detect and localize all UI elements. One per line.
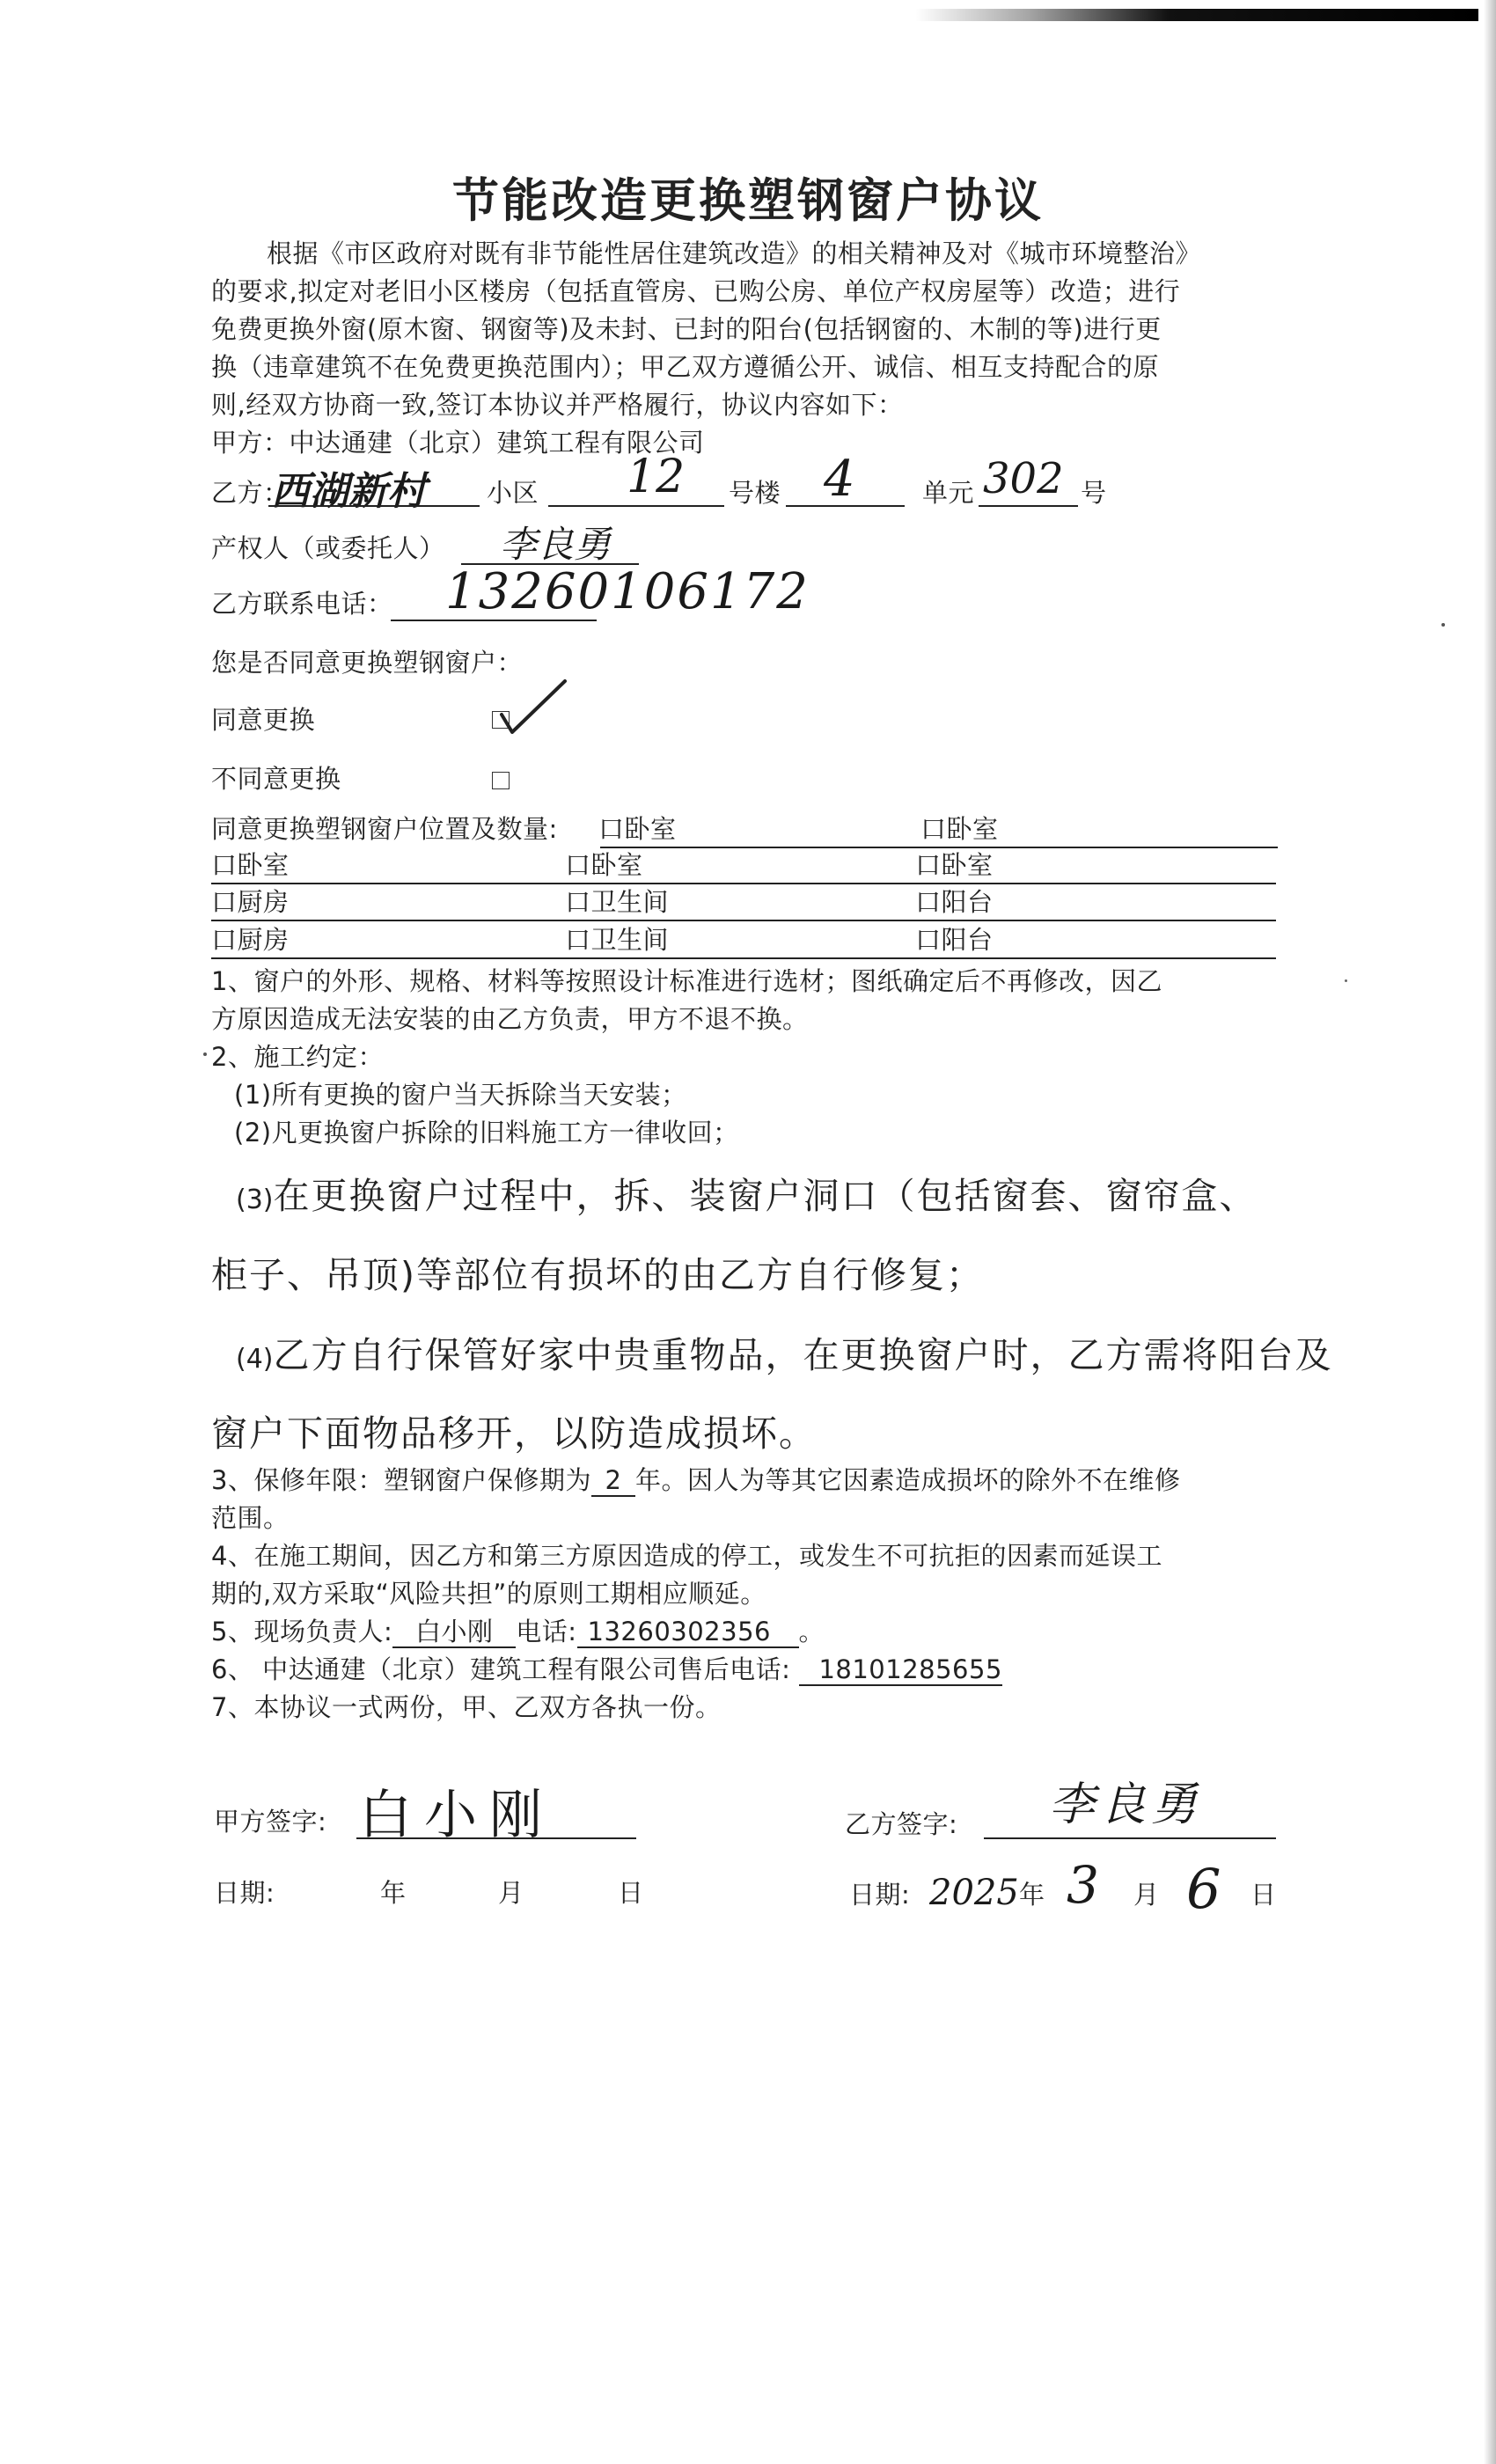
owner-name-field[interactable]: 李良勇 (500, 523, 612, 566)
party-b-label: 乙方： (211, 478, 290, 508)
unit-suffix: 单元 (922, 478, 975, 508)
clause-5-phone-label: 电话: (516, 1617, 577, 1646)
unit-underline (786, 505, 905, 507)
party-a-month-label: 月 (498, 1878, 524, 1908)
disagree-label: 不同意更换 (211, 764, 341, 794)
phone-label: 乙方联系电话： (211, 589, 393, 619)
room-suffix: 号 (1081, 478, 1107, 508)
clause-2-4-prefix: (4) (236, 1344, 274, 1375)
room-field[interactable]: 302 (983, 454, 1064, 503)
clause-2-4-line-2: 窗户下面物品移开，以防造成损坏。 (211, 1412, 817, 1455)
phone-underline (391, 620, 597, 621)
party-b-day[interactable]: 6 (1186, 1857, 1221, 1921)
location-r1-c2[interactable]: 口卧室 (920, 814, 999, 844)
party-a-signature[interactable]: 白小刚 (359, 1785, 554, 1846)
site-manager-phone: 13260302356 (577, 1617, 799, 1648)
clause-2-4-text-1: 乙方自行保管好家中贵重物品，在更换窗户时，乙方需将阳台及 (273, 1334, 1333, 1376)
clause-3-suffix: 年。因人为等其它因素造成损坏的除外不在维修 (634, 1465, 1181, 1495)
clause-3-line-2: 范围。 (211, 1503, 290, 1533)
after-sales-phone: 18101285655 (799, 1654, 1001, 1686)
location-r3-c1[interactable]: 口厨房 (211, 887, 290, 917)
clause-1-line-1: 1、窗户的外形、规格、材料等按照设计标准进行选材；图纸确定后不再修改，因乙 (211, 966, 1162, 996)
clause-2-1: (1)所有更换的窗户当天拆除当天安装； (234, 1080, 687, 1110)
party-a-sign-label: 甲方签字: (214, 1807, 327, 1837)
location-r2-c1[interactable]: 口卧室 (211, 850, 290, 880)
location-r1-c1[interactable]: 口卧室 (598, 814, 677, 844)
owner-label: 产权人（或委托人） (211, 533, 445, 563)
location-r2-c3[interactable]: 口卧室 (915, 850, 994, 880)
phone-field[interactable]: 13260106172 (445, 563, 810, 620)
clause-2-3-text-1: 在更换窗户过程中，拆、装窗户洞口（包括窗套、窗帘盒、 (273, 1175, 1258, 1217)
intro-line-1: 根据《市区政府对既有非节能性居住建筑改造》的相关精神及对《城市环境整治》 (267, 238, 1202, 268)
clause-2-4-line-1 (236, 1326, 1333, 1378)
community-underline (268, 505, 480, 507)
agree-label: 同意更换 (211, 705, 316, 735)
location-r4-c3[interactable]: 口阳台 (915, 925, 994, 955)
building-suffix: 号楼 (729, 478, 781, 508)
party-b-sign-label: 乙方签字: (845, 1809, 958, 1839)
clause-5 (211, 1614, 825, 1649)
scan-edge-shadow (915, 9, 1478, 21)
location-r4-c2[interactable]: 口卫生间 (565, 925, 670, 955)
checkmark-icon (498, 678, 568, 739)
clause-7: 7、本协议一式两份，甲、乙双方各执一份。 (211, 1692, 722, 1722)
clause-2-heading: 2、施工约定： (211, 1042, 384, 1072)
intro-line-4: 换（违章建筑不在免费更换范围内）；甲乙双方遵循公开、诚信、相互支持配合的原 (211, 352, 1160, 382)
location-row-3-line (211, 920, 1276, 921)
clause-6-prefix: 6、 中达通建（北京）建筑工程有限公司售后电话: (211, 1654, 791, 1684)
clause-4-line-2: 期的,双方采取“风险共担”的原则工期相应顺延。 (211, 1579, 766, 1609)
warranty-years: 2 (591, 1465, 635, 1497)
clause-2-3-prefix: (3) (236, 1184, 274, 1215)
location-r3-c2[interactable]: 口卫生间 (565, 887, 670, 917)
party-b-sign-line (984, 1837, 1276, 1839)
location-row-4-line (211, 957, 1276, 959)
locations-label: 同意更换塑钢窗户位置及数量: (211, 814, 558, 844)
party-b-day-label: 日 (1250, 1880, 1277, 1910)
clause-6 (211, 1652, 1002, 1687)
scan-speck (1441, 623, 1445, 627)
community-field[interactable]: 西湖新村 (271, 469, 426, 514)
unit-field[interactable]: 4 (824, 451, 855, 508)
clause-5-prefix: 5、现场负责人: (211, 1617, 393, 1646)
clause-2-2: (2)凡更换窗户拆除的旧料施工方一律收回； (234, 1118, 739, 1148)
party-b-month-label: 月 (1133, 1880, 1160, 1910)
page-title: 节能改造更换塑钢窗户协议 (452, 174, 1044, 228)
party-b-month[interactable]: 3 (1067, 1855, 1099, 1915)
party-b-year-label: 年 (1019, 1880, 1045, 1910)
scan-speck (1345, 979, 1347, 982)
room-underline (979, 505, 1078, 507)
location-r4-c1[interactable]: 口厨房 (211, 925, 290, 955)
building-underline (548, 505, 724, 507)
intro-line-2: 的要求,拟定对老旧小区楼房（包括直管房、已购公房、单位产权房屋等）改造；进行 (211, 276, 1181, 306)
clause-1-line-2: 方原因造成无法安装的由乙方负责，甲方不退不换。 (211, 1004, 809, 1034)
clause-2-3-line-1 (236, 1167, 1258, 1219)
party-a-date-label: 日期: (214, 1878, 275, 1908)
building-field[interactable]: 12 (627, 451, 686, 503)
party-b-signature[interactable]: 李良勇 (1049, 1778, 1203, 1831)
location-row-2-line (211, 883, 1276, 884)
clause-3-prefix: 3、保修年限：塑钢窗户保修期为 (211, 1465, 591, 1495)
scan-right-edge (1484, 0, 1496, 2464)
party-a-sign-line (356, 1837, 636, 1839)
clause-3-line-1 (211, 1463, 1180, 1498)
clause-2-3-line-2: 柜子、吊顶)等部位有损坏的由乙方自行修复； (211, 1254, 984, 1296)
party-a: 甲方：中达通建（北京）建筑工程有限公司 (211, 428, 705, 458)
clause-4-line-1: 4、在施工期间，因乙方和第三方原因造成的停工，或发生不可抗拒的因素而延误工 (211, 1541, 1162, 1571)
intro-line-3: 免费更换外窗(原木窗、钢窗等)及未封、已封的阳台(包括钢窗的、木制的等)进行更 (211, 314, 1162, 344)
disagree-checkbox[interactable] (492, 772, 510, 789)
consent-question: 您是否同意更换塑钢窗户： (211, 648, 524, 678)
site-manager-name: 白小刚 (392, 1617, 516, 1648)
clause-5-end: 。 (798, 1617, 825, 1646)
location-r2-c2[interactable]: 口卧室 (565, 850, 643, 880)
party-a-year-label: 年 (380, 1878, 407, 1908)
party-a-day-label: 日 (618, 1878, 644, 1908)
party-b-year[interactable]: 2025 (929, 1873, 1019, 1913)
location-r3-c3[interactable]: 口阳台 (915, 887, 994, 917)
scan-speck (203, 1052, 207, 1056)
party-b-date-label: 日期: (849, 1880, 911, 1910)
intro-line-5: 则,经双方协商一致,签订本协议并严格履行，协议内容如下： (211, 390, 904, 420)
community-suffix: 小区 (487, 478, 539, 508)
